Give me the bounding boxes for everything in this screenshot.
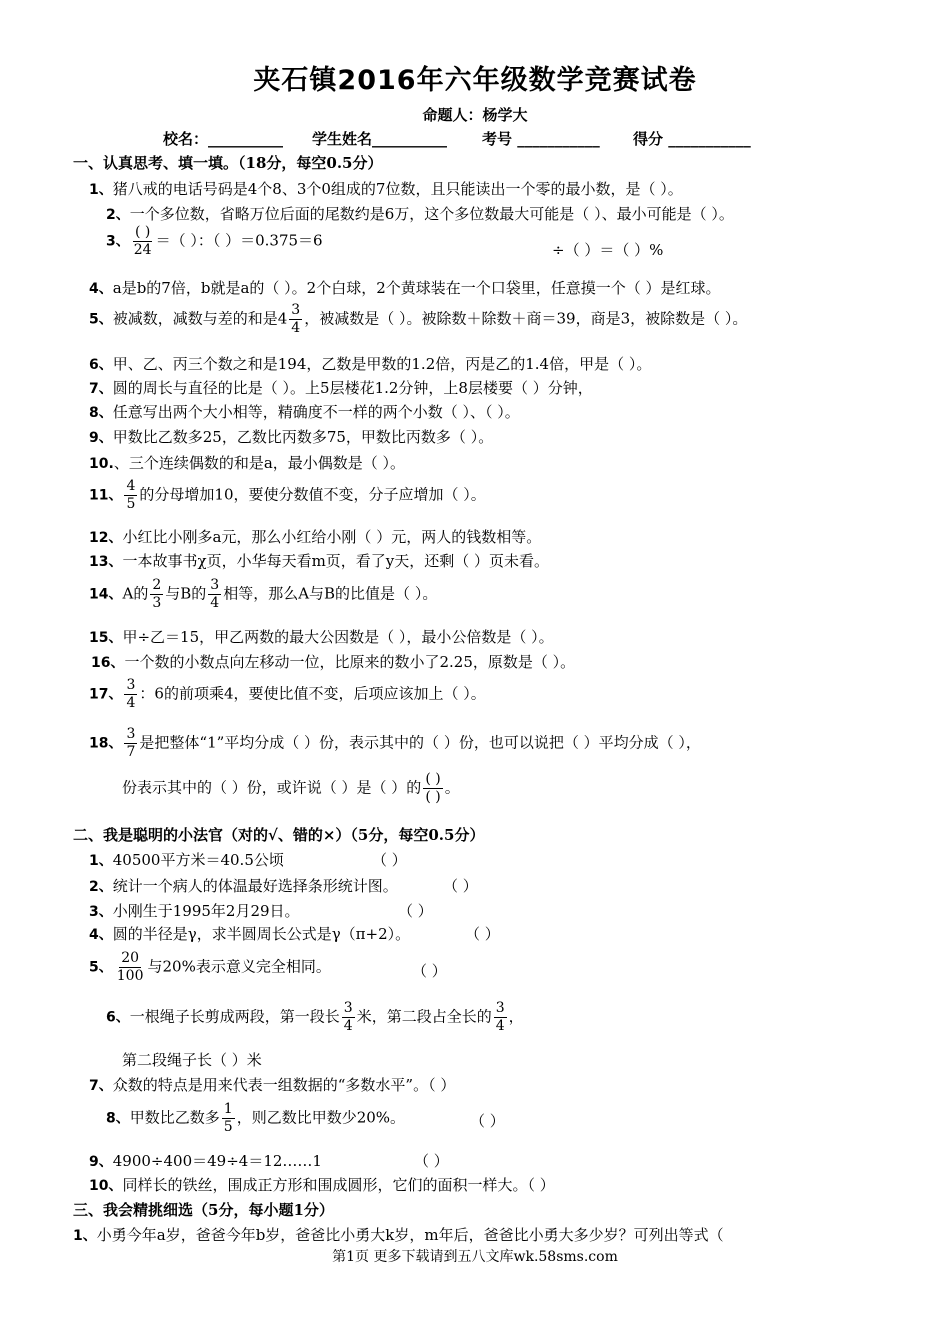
question-number: 5、 [89, 959, 113, 976]
answer-paren: （ ） [470, 1112, 505, 1130]
s1-question-3 [106, 224, 323, 259]
question-text: ＝（ ）：（ ）＝0.375＝6 [155, 231, 323, 250]
question-number: 5、 [89, 311, 113, 328]
s1-question-3-tail: ÷（ ）＝（ ）% [552, 241, 664, 259]
question-text: 与20%表示意义完全相同。 [147, 957, 331, 976]
s2-question-3 [89, 900, 300, 921]
score-field: 得分 ___________ [633, 130, 751, 148]
question-text: 甲、乙、丙三个数之和是194，乙数是甲数的1.2倍，丙是乙的1.4倍，甲是（ ）。 [112, 355, 652, 373]
fraction: $\frac{3}{4}$ [291, 302, 301, 336]
s1-question-8 [89, 401, 520, 422]
answer-paren: （ ） [412, 962, 447, 980]
s1-question-2 [106, 203, 734, 224]
s2-question-4 [89, 923, 410, 944]
question-number: 11、 [89, 487, 123, 504]
question-text: A的 [122, 584, 149, 603]
exam-number-field: 考号 ___________ [482, 130, 600, 148]
s1-question-5 [89, 302, 747, 337]
s2-question-5 [89, 950, 331, 985]
question-number: 6、 [106, 1009, 130, 1026]
question-text: 甲数比乙数多25，乙数比丙数多75，甲数比丙数多（ ）。 [112, 428, 494, 446]
s1-question-1 [89, 178, 683, 199]
question-number: 10、 [89, 1178, 123, 1194]
s1-question-18-continued [122, 771, 460, 806]
fraction: $\frac{3}{4}$ [126, 677, 136, 711]
answer-paren: （ ） [372, 851, 407, 869]
fraction: $\frac{3}{4}$ [210, 577, 220, 611]
question-text: 甲÷乙＝15，甲乙两数的最大公因数是（ ），最小公倍数是（ ）。 [122, 628, 554, 646]
question-text: 小红比小刚多a元，那么小红给小刚（ ）元，两人的钱数相等。 [122, 528, 542, 546]
question-number: 8、 [89, 405, 113, 421]
school-field: 校名：__________ [163, 130, 284, 148]
s2-question-2 [89, 875, 398, 896]
fraction: $\frac{3}{7}$ [126, 726, 136, 760]
question-text: 米，第二段占全长的 [356, 1007, 492, 1026]
s1-question-7 [89, 377, 593, 398]
section-1-heading: 一、认真思考、填一填。（18分，每空0.5分） [73, 154, 383, 172]
question-text: 统计一个病人的体温最好选择条形统计图。 [112, 877, 398, 895]
s1-question-6 [89, 353, 651, 374]
s2-question-8 [106, 1101, 405, 1136]
s1-question-14 [89, 577, 437, 612]
question-number: 3、 [89, 904, 113, 920]
question-text: 一根绳子长剪成两段，第一段长 [129, 1007, 340, 1026]
question-text: 猪八戒的电话号码是4个8、3个0组成的7位数，且只能读出一个零的最小数，是（ ）。 [112, 180, 683, 198]
question-number: 16、 [91, 655, 125, 671]
question-number: 2、 [106, 207, 130, 223]
section-2-heading: 二、我是聪明的小法官（对的√、错的×）（5分，每空0.5分） [73, 826, 485, 844]
s1-question-13 [89, 550, 549, 571]
s2-question-10 [89, 1174, 555, 1195]
question-number: 1、 [89, 182, 113, 198]
question-text: 是把整体“1”平均分成（ ）份，表示其中的（ ）份，也可以说把（ ）平均分成（ ）， [139, 733, 701, 752]
question-number: 12、 [89, 530, 123, 546]
question-number: 3、 [106, 233, 130, 250]
question-number: 14、 [89, 586, 123, 603]
question-text: 与B的 [165, 584, 207, 603]
fraction: $\frac{3}{4}$ [495, 1000, 505, 1034]
fraction: $\frac{4}{5}$ [126, 478, 136, 512]
question-text: 同样长的铁丝，围成正方形和围成圆形，它们的面积一样大。（ ） [122, 1176, 555, 1194]
page-title: 夹石镇2016年六年级数学竞赛试卷 [253, 65, 697, 96]
question-text: 、三个连续偶数的和是a，最小偶数是（ ）。 [113, 454, 406, 472]
question-text: 的分母增加10，要使分数值不变，分子应增加（ ）。 [139, 485, 486, 504]
answer-paren: （ ） [398, 902, 433, 920]
section-3-heading: 三、我会精挑细选（5分，每小题1分） [73, 1201, 334, 1219]
question-text: a是b的7倍，b就是a的（ ）。2个白球，2个黄球装在一个口袋里，任意摸一个（ ）是红球。 [112, 279, 721, 297]
question-text: 圆的半径是γ，求半圆周长公式是γ（π+2）。 [112, 925, 411, 943]
question-text: 任意写出两个大小相等，精确度不一样的两个小数（ ）、（ ）。 [112, 403, 520, 421]
question-text: ，则乙数比甲数少20%。 [236, 1108, 406, 1127]
fraction: $\frac{( )}{( )}$ [425, 771, 441, 805]
question-number: 15、 [89, 630, 123, 646]
question-text: 一个多位数，省略万位后面的尾数约是6万，这个多位数最大可能是（ ）、最小可能是（ ）。 [129, 205, 734, 223]
question-number: 2、 [89, 879, 113, 895]
answer-paren: （ ） [443, 877, 478, 895]
question-text: 相等，那么A与B的比值是（ ）。 [223, 584, 438, 603]
s1-question-10 [89, 452, 405, 473]
question-number: 18、 [89, 735, 123, 752]
question-text: 一个数的小数点向左移动一位，比原来的数小了2.25，原数是（ ）。 [124, 653, 576, 671]
question-number: 1、 [89, 853, 113, 869]
s2-question-1 [89, 849, 284, 870]
student-name-field: 学生姓名__________ [312, 130, 448, 148]
question-text: ：6的前项乘4，要使比值不变，后项应该加上（ ）。 [139, 684, 486, 703]
question-number: 1、 [73, 1228, 97, 1244]
fraction: $\frac{( )}{24}$ [133, 224, 152, 258]
s1-question-12 [89, 526, 541, 547]
question-text: 圆的周长与直径的比是（ ）。上5层楼花1.2分钟，上8层楼要（ ）分钟， [112, 379, 593, 397]
answer-paren: （ ） [414, 1152, 449, 1170]
s1-question-9 [89, 426, 493, 447]
question-number: 13、 [89, 554, 123, 570]
question-text: 被减数，减数与差的和是4 [112, 309, 288, 328]
question-number: 9、 [89, 430, 113, 446]
question-text: 甲数比乙数多 [129, 1108, 220, 1127]
s1-question-18 [89, 726, 701, 761]
answer-paren: （ ） [465, 925, 500, 943]
s2-question-6-continued: 第二段绳子长（ ）米 [122, 1051, 262, 1069]
question-number: 10. [89, 456, 114, 472]
fraction: $\frac{2}{3}$ [152, 577, 162, 611]
fraction: $\frac{3}{4}$ [343, 1000, 353, 1034]
question-text: 小勇今年a岁，爸爸今年b岁，爸爸比小勇大k岁，m年后，爸爸比小勇大多少岁？可列出等式（ [96, 1226, 724, 1244]
question-text: 40500平方米＝40.5公顷 [112, 851, 284, 869]
s2-question-7 [89, 1074, 455, 1095]
question-text: ， [508, 1007, 524, 1026]
question-number: 7、 [89, 381, 113, 397]
s3-question-1 [73, 1224, 724, 1245]
question-text: 份表示其中的（ ）份，或许说（ ）是（ ）的 [122, 778, 422, 797]
question-number: 17、 [89, 686, 123, 703]
fraction: $\frac{1}{5}$ [223, 1101, 233, 1135]
page-footer: 第1页 更多下载请到五八文库wk.58sms.com [332, 1249, 618, 1265]
s1-question-16 [91, 651, 575, 672]
s1-question-17 [89, 677, 486, 712]
question-text: 一本故事书χ页，小华每天看m页，看了y天，还剩（ ）页未看。 [122, 552, 550, 570]
s1-question-11 [89, 478, 486, 513]
question-number: 4、 [89, 281, 113, 297]
question-setter: 命题人：杨学大 [422, 106, 528, 124]
question-text: 。 [444, 778, 460, 797]
question-number: 9、 [89, 1154, 113, 1170]
question-text: 小刚生于1995年2月29日。 [112, 902, 300, 920]
fraction: $\frac{20}{100}$ [116, 950, 144, 984]
question-number: 4、 [89, 927, 113, 943]
question-text: ，被减数是（ ）。被除数＋除数＋商＝39，商是3，被除数是（ ）。 [304, 309, 748, 328]
question-text: 众数的特点是用来代表一组数据的“多数水平”。（ ） [112, 1076, 456, 1094]
s2-question-6 [106, 1000, 524, 1035]
question-text: 4900÷400＝49÷4＝12……1 [112, 1152, 322, 1170]
s1-question-15 [89, 626, 554, 647]
s1-question-4 [89, 277, 721, 298]
question-number: 7、 [89, 1078, 113, 1094]
question-number: 8、 [106, 1110, 130, 1127]
question-number: 6、 [89, 357, 113, 373]
s2-question-9 [89, 1150, 322, 1171]
